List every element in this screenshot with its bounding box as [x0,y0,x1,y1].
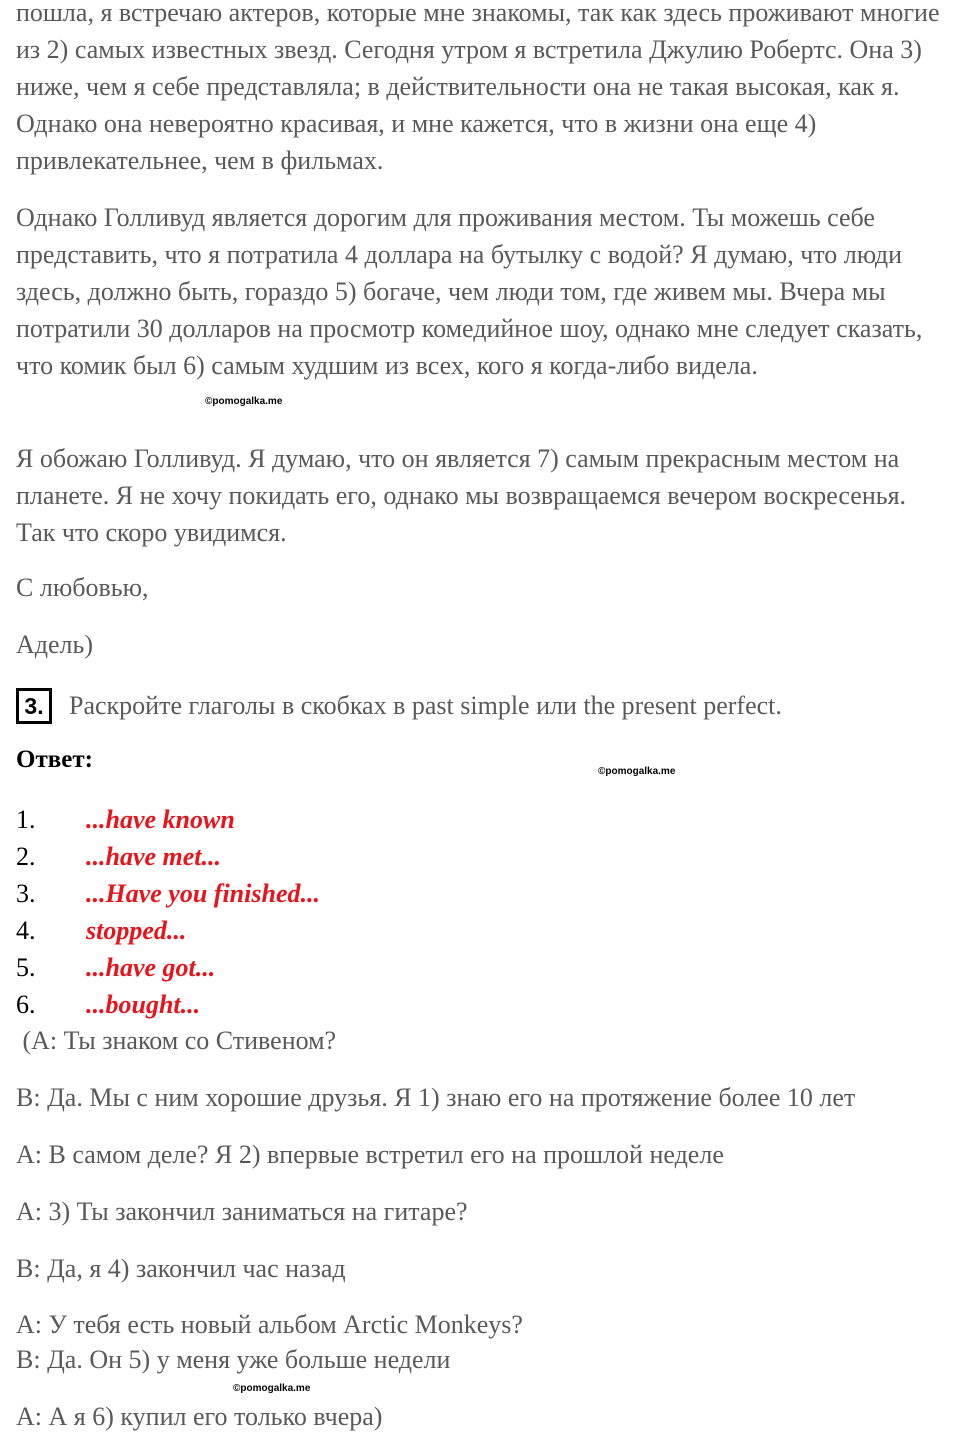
answer-text: ...have known [86,805,235,834]
dialogue-line-7: В: Да. Он 5) у меня уже больше недели [16,1345,451,1374]
letter-closing: С любовью, [16,573,149,602]
answer-list [16,801,320,1023]
task-instruction: Раскройте глаголы в скобках в past simple или the present perfect. [69,691,782,720]
dialogue-line-8: А: А я 6) купил его только вчера) [16,1402,383,1431]
answer-number: 1. [16,805,36,834]
answer-number: 4. [16,916,36,945]
answer-item [16,875,320,912]
letter-paragraph-3: Я обожаю Голливуд. Я думаю, что он является 7) самым прекрасным местом на планете. Я не хочу покидать его, однако мы возвращаемся вечером воскресенья. Так что скоро увидимся. [16,444,907,547]
answer-text: ...have met... [86,842,222,871]
answer-number: 6. [16,990,36,1019]
task-heading [16,688,782,724]
answer-item [16,838,320,875]
dialogue-line-1: (А: Ты знаком со Стивеном? [16,1026,337,1055]
answer-number: 5. [16,953,36,982]
watermark: ©pomogalka.me [205,396,283,407]
dialogue-line-4: А: 3) Ты закончил заниматься на гитаре? [16,1197,468,1226]
answer-number: 3. [16,879,36,908]
dialogue-line-6: А: У тебя есть новый альбом Arctic Monkeys? [16,1310,523,1339]
answer-item [16,986,320,1023]
task-number-badge: 3. [16,688,52,724]
letter-paragraph-2: Однако Голливуд является дорогим для проживания местом. Ты можешь себе представить, что я потратила 4 доллара на бутылку с водой? Я думаю, что люди здесь, должно быть, гораздо 5) богаче, чем люди том, где живем мы. Вчера мы потратили 30 долларов на просмотр комедийное шоу, однако мне следует сказать, что комик был 6) самым худшим из всех, кого я когда-либо видела. [16,203,923,380]
answer-text: ...have got... [86,953,216,982]
answer-item [16,801,320,838]
answer-text: stopped... [86,916,187,945]
answer-text: ...bought... [86,990,201,1019]
answer-number: 2. [16,842,36,871]
dialogue-line-5: В: Да, я 4) закончил час назад [16,1254,346,1283]
answer-text: ...Have you finished... [86,879,320,908]
answer-label: Ответ: [16,746,93,773]
answer-item [16,912,320,949]
dialogue-line-2: В: Да. Мы с ним хорошие друзья. Я 1) знаю его на протяжение более 10 лет [16,1083,856,1112]
answer-item [16,949,320,986]
letter-paragraph-1: пошла, я встречаю актеров, которые мне знакомы, так как здесь проживают многие из 2) самых известных звезд. Сегодня утром я встретила Джулию Робертс. Она 3) ниже, чем я себе представляла; в действительности она не такая высокая, как я. Однако она невероятно красивая, и мне кажется, что в жизни она еще 4) привлекательнее, чем в фильмах. [16,0,940,175]
letter-signature: Адель) [16,630,94,659]
watermark: ©pomogalka.me [598,766,676,777]
watermark: ©pomogalka.me [233,1383,311,1394]
dialogue-line-3: А: В самом деле? Я 2) впервые встретил его на прошлой неделе [16,1140,724,1169]
